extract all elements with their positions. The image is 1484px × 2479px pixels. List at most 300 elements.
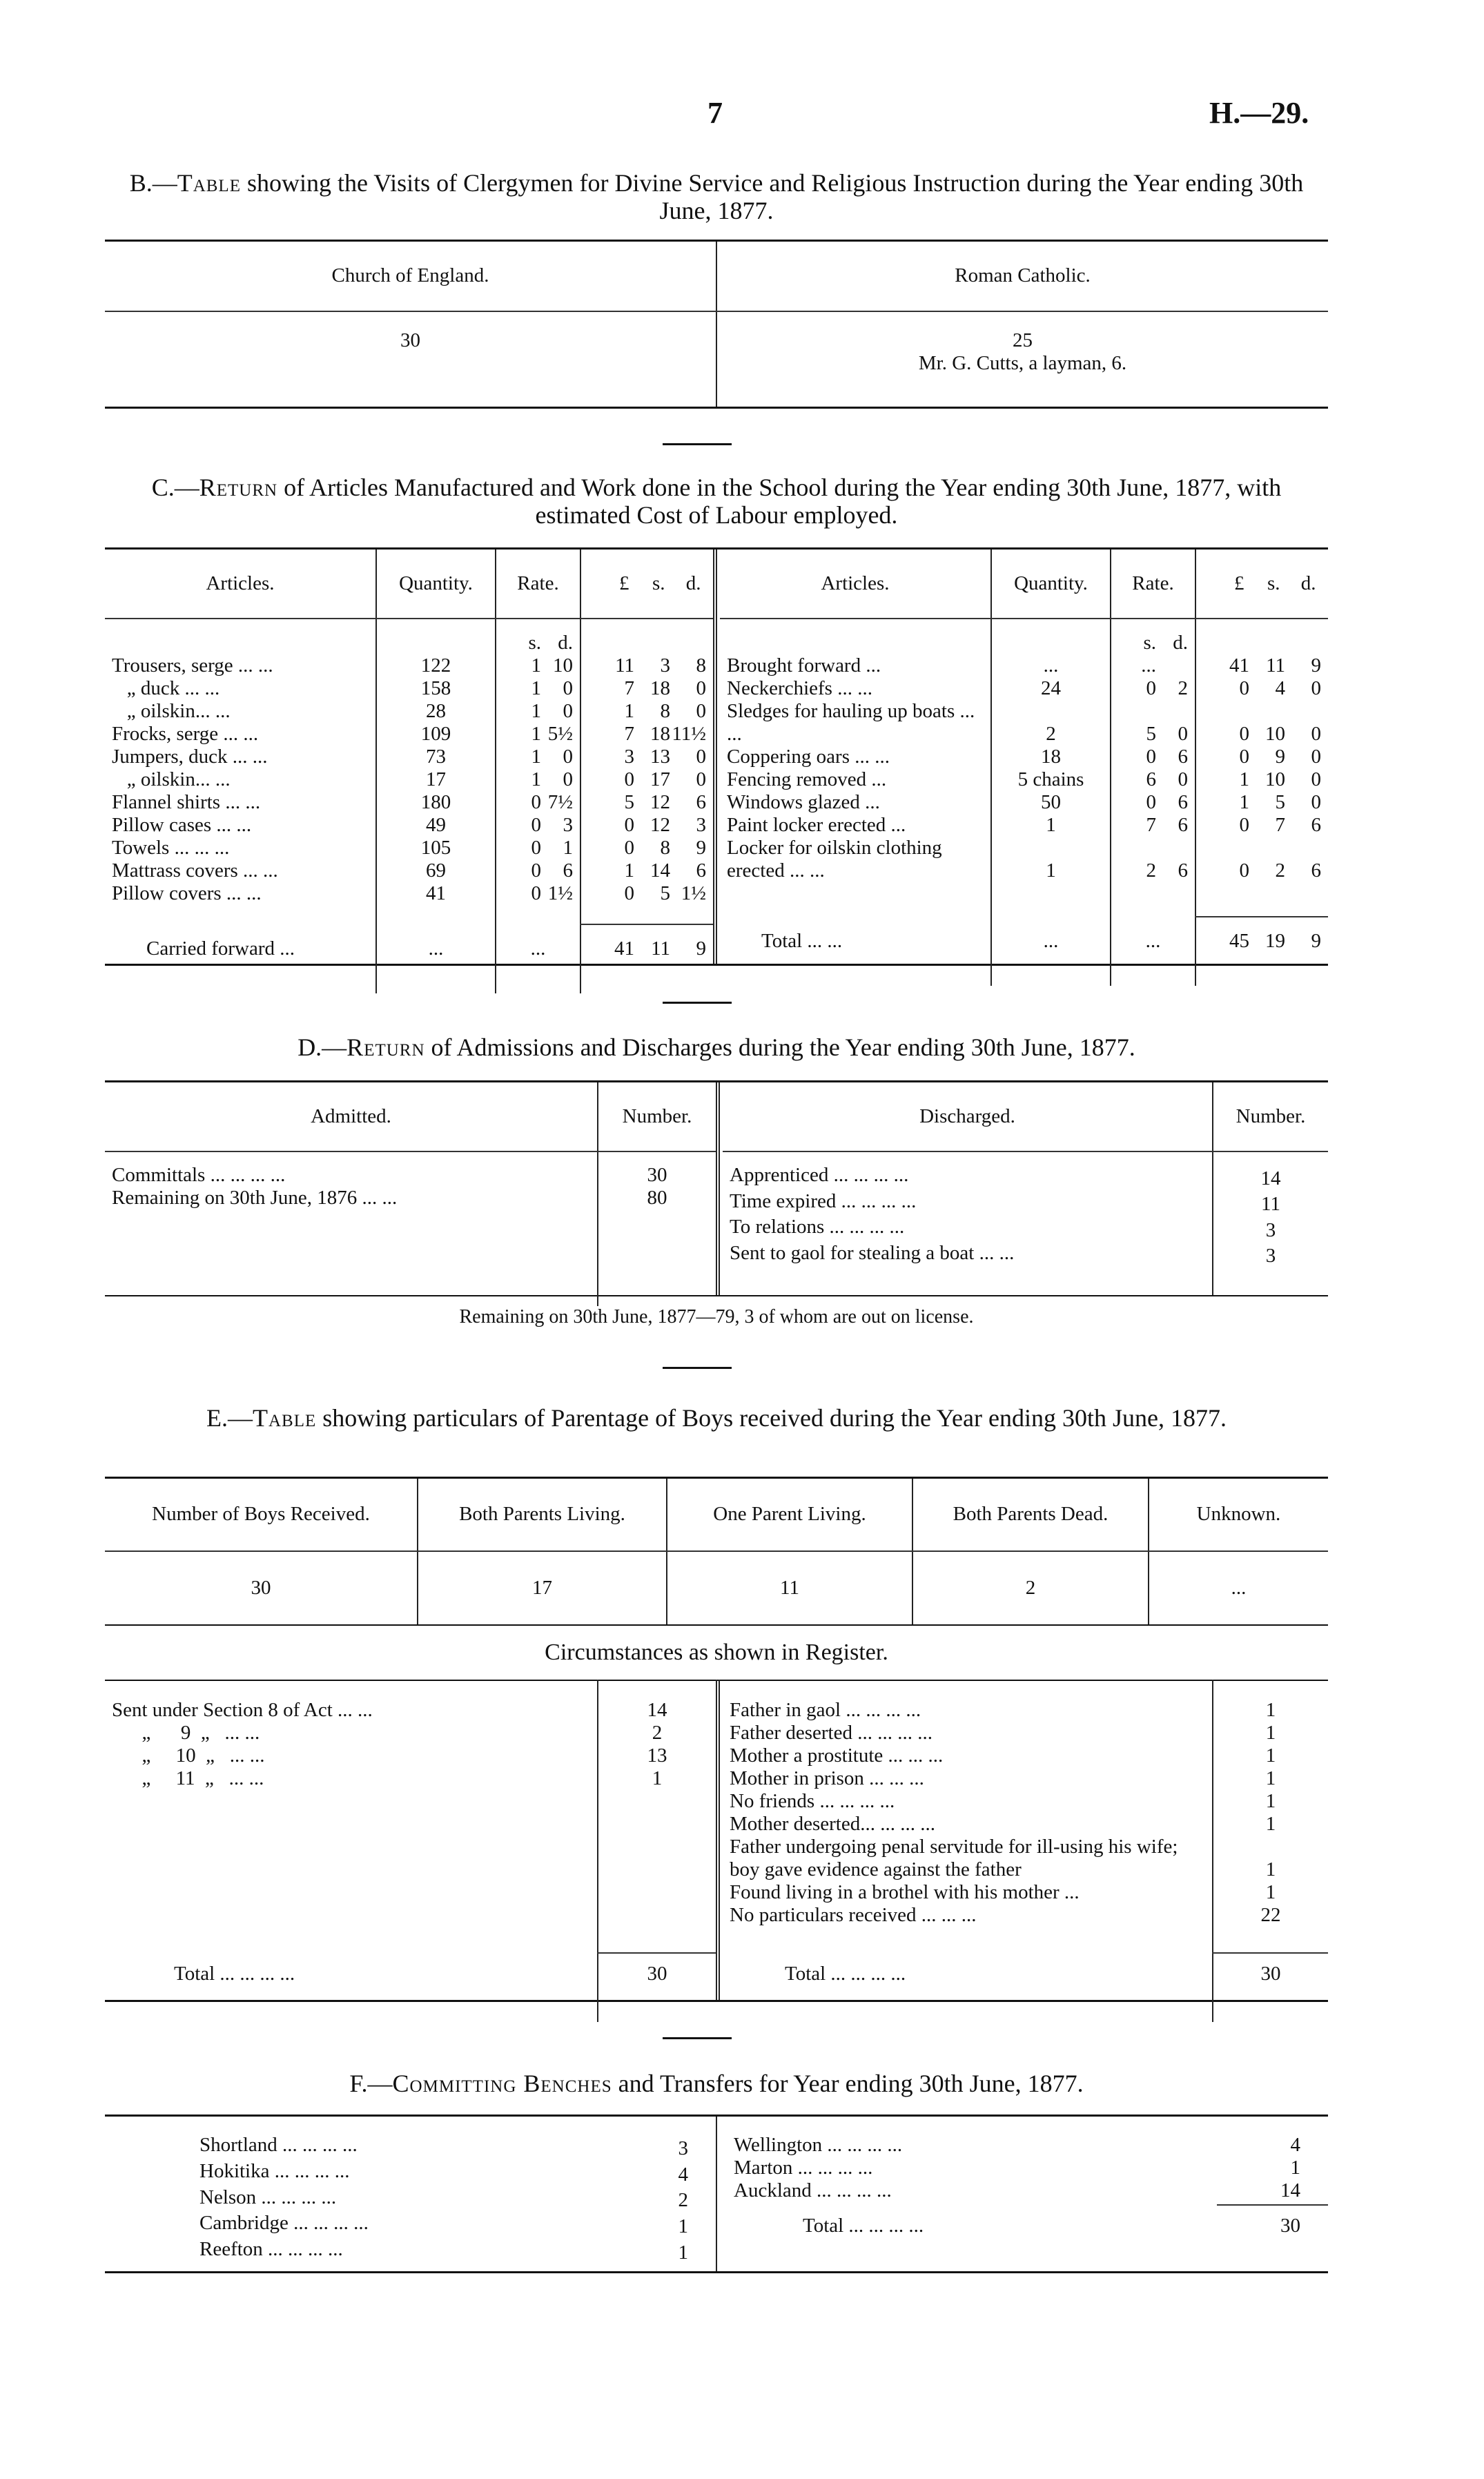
article-name: Jumpers, duck ... ...: [112, 746, 268, 768]
blank: [629, 2264, 716, 2271]
row-label: Sent to gaol for stealing a boat ... ...: [730, 1241, 1015, 1264]
table-row: [723, 1904, 1328, 1927]
rate-s: 6: [1146, 768, 1156, 790]
transfer-name: Marton ... ... ... ...: [734, 2157, 873, 2179]
amount-pounds: 41: [1229, 654, 1249, 677]
amount-pounds: 0: [1239, 814, 1249, 836]
table-d: [105, 1080, 1328, 1296]
rate-d: 0: [563, 746, 573, 768]
rate: [496, 814, 580, 837]
article-name: Frocks, serge ... ...: [112, 723, 259, 745]
quantity: 17: [376, 768, 496, 791]
quantity: 158: [376, 677, 496, 700]
table-d-footnote: Remaining on 30th June, 1877—79, 3 of whom are out on license.: [459, 1306, 974, 1328]
article-name: Pillow covers ... ...: [112, 882, 262, 904]
table-row: [720, 837, 1328, 882]
section-rule: [663, 2037, 732, 2039]
rate-d: 6: [1178, 746, 1188, 768]
values-row: [105, 1551, 1328, 1624]
header-quantity: Quantity.: [991, 550, 1111, 619]
quantity: 2: [991, 700, 1111, 746]
rate-d: 2: [1178, 677, 1188, 699]
value-roman-catholic: [716, 311, 1328, 408]
header-cell: Both Parents Living.: [418, 1478, 667, 1551]
row-value: 2: [598, 1722, 716, 1744]
section-rule: [663, 1367, 732, 1369]
blank: [720, 2246, 1217, 2274]
rate: [1111, 654, 1195, 677]
amount-pence: 0: [1311, 723, 1321, 745]
rate-d: 6: [1178, 859, 1188, 882]
amount: [580, 677, 713, 700]
spacer-row: [720, 882, 1328, 917]
blank: [1111, 965, 1195, 986]
quantity: 41: [376, 882, 496, 905]
amount-pounds: 1: [1239, 768, 1249, 790]
transfer-name: Wellington ... ... ... ...: [734, 2134, 903, 2156]
blank: [598, 1790, 716, 1953]
row-value: 1: [1213, 1836, 1328, 1881]
table-row: [720, 768, 1328, 791]
amount-pence: 6: [696, 859, 706, 882]
amount: [1195, 654, 1328, 677]
row-value: 11: [1213, 1190, 1328, 1216]
spacer-row: [105, 973, 713, 993]
spacer-row: [720, 2246, 1328, 2274]
amount-shillings: 5: [1275, 791, 1285, 813]
table-row: [720, 677, 1328, 700]
rate-d: 0: [563, 768, 573, 790]
table-c: [105, 547, 1328, 966]
rate-s: 0: [1146, 677, 1156, 699]
table-row: [105, 2238, 716, 2264]
unit-d: d.: [558, 632, 573, 654]
row-value: 13: [598, 1744, 716, 1767]
table-row: [723, 1813, 1328, 1836]
circumstances-right: [723, 1680, 1328, 2022]
row-value: 1: [1213, 1881, 1328, 1904]
blank: [1213, 1994, 1328, 2022]
amount: [580, 723, 713, 746]
spacer-row: [105, 1790, 716, 1953]
blank: [1195, 619, 1328, 654]
table-row: [105, 723, 713, 746]
rate: [496, 882, 580, 905]
amount-pounds: 3: [624, 746, 634, 768]
bench-name: Shortland ... ... ... ...: [199, 2134, 358, 2156]
row-label: Father in gaol ... ... ... ...: [730, 1699, 921, 1721]
spacer-row: [723, 1151, 1328, 1164]
article-name: Brought forward ...: [727, 654, 881, 677]
total-shillings: 11: [651, 937, 670, 960]
rate-s: 1: [531, 654, 541, 677]
title-smallcaps: Return: [199, 474, 278, 501]
rate: [1111, 677, 1195, 700]
amount: [580, 654, 713, 677]
table-row: [105, 791, 713, 814]
row-label: No friends ... ... ... ...: [730, 1790, 895, 1812]
blank: [598, 1209, 716, 1306]
header-number: Number.: [1213, 1082, 1328, 1151]
unit-s: s.: [528, 632, 541, 654]
amount-pence: 0: [696, 700, 706, 722]
amount-pounds: 11: [615, 654, 634, 677]
rc-count: 25: [1013, 329, 1033, 351]
amount-shillings: 2: [1275, 859, 1285, 882]
transfer-count: 4: [1290, 2134, 1300, 2156]
amount-shillings: 14: [650, 859, 670, 882]
article-name: Pillow cases ... ...: [112, 814, 252, 836]
quantity: 1: [991, 837, 1111, 882]
units-row: [105, 619, 713, 654]
amount-shillings: 9: [1275, 746, 1285, 768]
table-row: [105, 1744, 716, 1767]
blank: [598, 1151, 716, 1164]
table-row: [723, 1790, 1328, 1813]
row-label: Time expired ... ... ... ...: [730, 1189, 917, 1212]
transfer-name: Auckland ... ... ... ...: [734, 2179, 892, 2201]
amount: [580, 882, 713, 905]
amount-pounds: 7: [624, 723, 634, 745]
amount-pounds: 0: [1239, 677, 1249, 699]
table-row: [105, 1164, 716, 1187]
amount: [1195, 837, 1328, 882]
quantity: 180: [376, 791, 496, 814]
column-divider: [716, 1082, 723, 1295]
amount-pounds: 0: [624, 837, 634, 859]
header-cell: One Parent Living.: [667, 1478, 912, 1551]
table-row: [105, 837, 713, 859]
rate: [496, 768, 580, 791]
amount-shillings: 10: [1265, 723, 1285, 745]
spacer-row: [723, 1927, 1328, 1953]
amount-shillings: 8: [660, 700, 670, 722]
table-row: [720, 791, 1328, 814]
blank: [580, 973, 713, 993]
total-amount: [580, 924, 713, 973]
title-text: showing the Visits of Clergymen for Divine Service and Religious Instruction during the Year ending 30th June, 1877.: [240, 169, 1304, 224]
table-d-title: [105, 1033, 1328, 1061]
amount-shillings: 10: [1265, 768, 1285, 790]
total-value: 30: [1280, 2215, 1300, 2237]
table-row: [105, 654, 713, 677]
header-cell: Number of Boys Received.: [105, 1478, 418, 1551]
header-row: [105, 1478, 1328, 1551]
blank: [723, 1927, 1213, 1953]
total-shillings: 19: [1265, 930, 1285, 952]
header-church-of-england: Church of England.: [105, 241, 716, 311]
blank: [720, 965, 991, 986]
amount: [580, 814, 713, 837]
amount-shillings: 3: [660, 654, 670, 677]
amount-pence: 6: [1311, 859, 1321, 882]
article-name: Coppering oars ... ...: [727, 746, 890, 768]
row-label: To relations ... ... ... ...: [730, 1216, 905, 1238]
total-rate: ...: [496, 924, 580, 973]
circumstances-left: [105, 1680, 716, 2022]
amount-pence: 6: [696, 791, 706, 813]
title-smallcaps: Return: [346, 1033, 425, 1061]
blank: [105, 1680, 598, 1699]
row-label: Apprenticed ... ... ... ...: [730, 1164, 909, 1186]
amount-pence: 0: [1311, 677, 1321, 699]
row-label: „ 9 „ ... ...: [112, 1722, 260, 1744]
amount-pence: 0: [696, 746, 706, 768]
table-row: [723, 1242, 1328, 1268]
article-name: Fencing removed ...: [727, 768, 887, 790]
title-text: and Transfers for Year ending 30th June, 1877.: [612, 2070, 1084, 2097]
header-rate: Rate.: [1111, 550, 1195, 619]
column-divider: [713, 550, 720, 964]
quantity: 122: [376, 654, 496, 677]
total-label: Total ... ...: [761, 929, 843, 952]
quantity: 50: [991, 791, 1111, 814]
table-row: [105, 859, 713, 882]
blank: [991, 619, 1111, 654]
total-rate: ...: [1111, 917, 1195, 965]
quantity: 5 chains: [991, 768, 1111, 791]
table-row: [105, 1722, 716, 1744]
amount: [1195, 700, 1328, 746]
table-c-right: [720, 550, 1328, 986]
header-l: £: [1234, 572, 1244, 594]
spacer-row: [105, 1994, 716, 2022]
article-name: Trousers, serge ... ...: [112, 654, 273, 677]
amount-shillings: 5: [660, 882, 670, 904]
rate: [1111, 746, 1195, 768]
rate-s: 0: [531, 791, 541, 813]
total-row: [105, 1953, 716, 1994]
blank: [1195, 882, 1328, 917]
table-row: [720, 2157, 1328, 2179]
row-value: 14: [1213, 1164, 1328, 1190]
rate: [496, 677, 580, 700]
blank: [723, 1267, 1213, 1295]
document-reference: H.—29.: [1209, 96, 1309, 130]
rate-s: 1: [531, 768, 541, 790]
total-row: [720, 917, 1328, 965]
rate: [1111, 768, 1195, 791]
blank: [720, 882, 991, 917]
amount: [1195, 814, 1328, 837]
blank: [991, 965, 1111, 986]
rate-s: 0: [1146, 791, 1156, 813]
amount-pence: 11½: [672, 723, 706, 745]
quantity: 1: [991, 814, 1111, 837]
table-row: [105, 882, 713, 905]
amount: [580, 791, 713, 814]
blank: [1111, 882, 1195, 917]
header-number: Number.: [598, 1082, 716, 1151]
total-quantity: ...: [991, 917, 1111, 965]
blank: [105, 905, 376, 924]
row-value: 1: [1213, 1722, 1328, 1744]
table-row: [105, 1699, 716, 1722]
total-amount: [1195, 917, 1328, 965]
transfer-count: 14: [1280, 2179, 1300, 2201]
table-row: [105, 746, 713, 768]
quantity: 49: [376, 814, 496, 837]
title-smallcaps: Table: [253, 1404, 317, 1432]
header-rate: Rate.: [496, 550, 580, 619]
spacer-row: [105, 905, 713, 924]
table-row: [723, 1216, 1328, 1242]
header-articles: Articles.: [105, 550, 376, 619]
title-prefix: F.—: [349, 2070, 393, 2097]
amount-pounds: 1: [1239, 791, 1249, 813]
benches-right: [720, 2134, 1328, 2274]
unit-d: d.: [1173, 632, 1188, 654]
amount-pounds: 7: [624, 677, 634, 699]
quantity: 73: [376, 746, 496, 768]
table-row: [105, 768, 713, 791]
amount-shillings: 18: [650, 723, 670, 745]
blank: [1213, 1680, 1328, 1699]
amount-shillings: 17: [650, 768, 670, 790]
total-pounds: 41: [614, 937, 634, 960]
amount-pence: 0: [696, 677, 706, 699]
header-l: £: [619, 572, 629, 594]
row-label: Sent under Section 8 of Act ... ...: [112, 1699, 373, 1721]
amount-shillings: 18: [650, 677, 670, 699]
bench-count: 4: [678, 2163, 688, 2186]
total-pounds: 45: [1229, 930, 1249, 952]
table-c-title: [105, 474, 1328, 529]
spacer-row: [723, 1267, 1328, 1295]
blank: [720, 619, 991, 654]
header-cell: Both Parents Dead.: [912, 1478, 1149, 1551]
blank: [723, 1151, 1213, 1164]
total-row: [723, 1953, 1328, 1994]
header-s: s.: [652, 572, 665, 594]
rate-d: 6: [1178, 814, 1188, 836]
blank: [1213, 1151, 1328, 1164]
table-row: [105, 2160, 716, 2186]
total-label: Total ... ... ... ...: [803, 2214, 924, 2237]
amount-shillings: 7: [1275, 814, 1285, 836]
amount-pounds: 0: [624, 882, 634, 904]
row-label: Mother deserted... ... ... ...: [730, 1813, 935, 1835]
rate: [496, 723, 580, 746]
rate-d: 5½: [547, 723, 573, 745]
title-smallcaps: Committing Benches: [392, 2070, 612, 2097]
benches-left: [105, 2134, 716, 2271]
blank: [598, 1994, 716, 2022]
rate-units: [1111, 619, 1195, 654]
table-row: [105, 700, 713, 723]
amount-pence: 1½: [681, 882, 706, 904]
quantity: 109: [376, 723, 496, 746]
table-row: [723, 1722, 1328, 1744]
spacer-row: [105, 1680, 716, 1699]
row-value: 30: [598, 1164, 716, 1187]
blank: [496, 973, 580, 993]
rate-s: 1: [531, 700, 541, 722]
quantity: 24: [991, 677, 1111, 700]
blank: [105, 1790, 598, 1953]
total-row: [105, 924, 713, 973]
transfer-count: 1: [1290, 2157, 1300, 2179]
rate-s: 1: [531, 723, 541, 745]
rate-s: 7: [1146, 814, 1156, 836]
header-articles: Articles.: [720, 550, 991, 619]
rc-note: Mr. G. Cutts, a layman, 6.: [918, 351, 1127, 374]
table-e-parentage: [105, 1477, 1328, 1624]
total-label: Total ... ... ... ...: [174, 1962, 295, 1985]
table-row: [720, 700, 1328, 746]
rate: [1111, 791, 1195, 814]
blank: [105, 619, 376, 654]
row-label: „ 10 „ ... ...: [112, 1744, 265, 1767]
title-text: of Admissions and Discharges during the Year ending 30th June, 1877.: [424, 1033, 1135, 1061]
table-row: [720, 2179, 1328, 2202]
table-d-admitted: [105, 1082, 716, 1306]
amount-pounds: 1: [624, 859, 634, 882]
spacer-row: [105, 1151, 716, 1164]
table-row: [723, 1164, 1328, 1190]
amount-pence: 9: [696, 837, 706, 859]
bench-count: 1: [678, 2242, 688, 2264]
amount: [580, 859, 713, 882]
row-label: Committals ... ... ... ...: [112, 1164, 286, 1186]
amount: [580, 746, 713, 768]
bench-count: 1: [678, 2215, 688, 2238]
table-row: [105, 814, 713, 837]
row-value: 3: [1213, 1216, 1328, 1242]
amount-pence: 0: [1311, 791, 1321, 813]
total-row: [720, 2205, 1328, 2246]
blank: [376, 619, 496, 654]
rate-s: 0: [531, 882, 541, 904]
blank: [376, 905, 496, 924]
row-label: Mother in prison ... ... ...: [730, 1767, 924, 1789]
table-row: [105, 1767, 716, 1790]
amount-pounds: 0: [1239, 723, 1249, 745]
blank: [723, 1994, 1213, 2022]
rate-units: [496, 619, 580, 654]
rate-d: 3: [563, 814, 573, 836]
table-row: [720, 814, 1328, 837]
bench-count: 2: [678, 2189, 688, 2212]
header-quantity: Quantity.: [376, 550, 496, 619]
header-row: [105, 550, 713, 619]
row-label: Father undergoing penal servitude for ill-using his wife; boy gave evidence against the father: [730, 1836, 1183, 1880]
value-cell: 11: [667, 1551, 912, 1624]
table-row: [723, 1836, 1328, 1881]
header-row: [723, 1082, 1328, 1151]
rate: [496, 700, 580, 723]
blank: [1217, 2246, 1328, 2274]
spacer-row: [105, 1209, 716, 1306]
amount-pence: 9: [1311, 654, 1321, 677]
rate: [496, 859, 580, 882]
amount-shillings: 12: [650, 814, 670, 836]
blank: [105, 1209, 598, 1306]
row-value: 80: [598, 1187, 716, 1209]
value-cell: 30: [251, 1576, 271, 1599]
rate-d: 1: [563, 837, 573, 859]
amount-shillings: 12: [650, 791, 670, 813]
rate-s: ...: [1141, 654, 1156, 677]
rate-s: 0: [531, 859, 541, 882]
article-name: Towels ... ... ...: [112, 837, 230, 859]
blank: [105, 1151, 598, 1164]
page-number: 7: [707, 96, 723, 130]
amount-pounds: 5: [624, 791, 634, 813]
rate-s: 1: [531, 677, 541, 699]
spacer-row: [723, 1994, 1328, 2022]
blank: [580, 619, 713, 654]
